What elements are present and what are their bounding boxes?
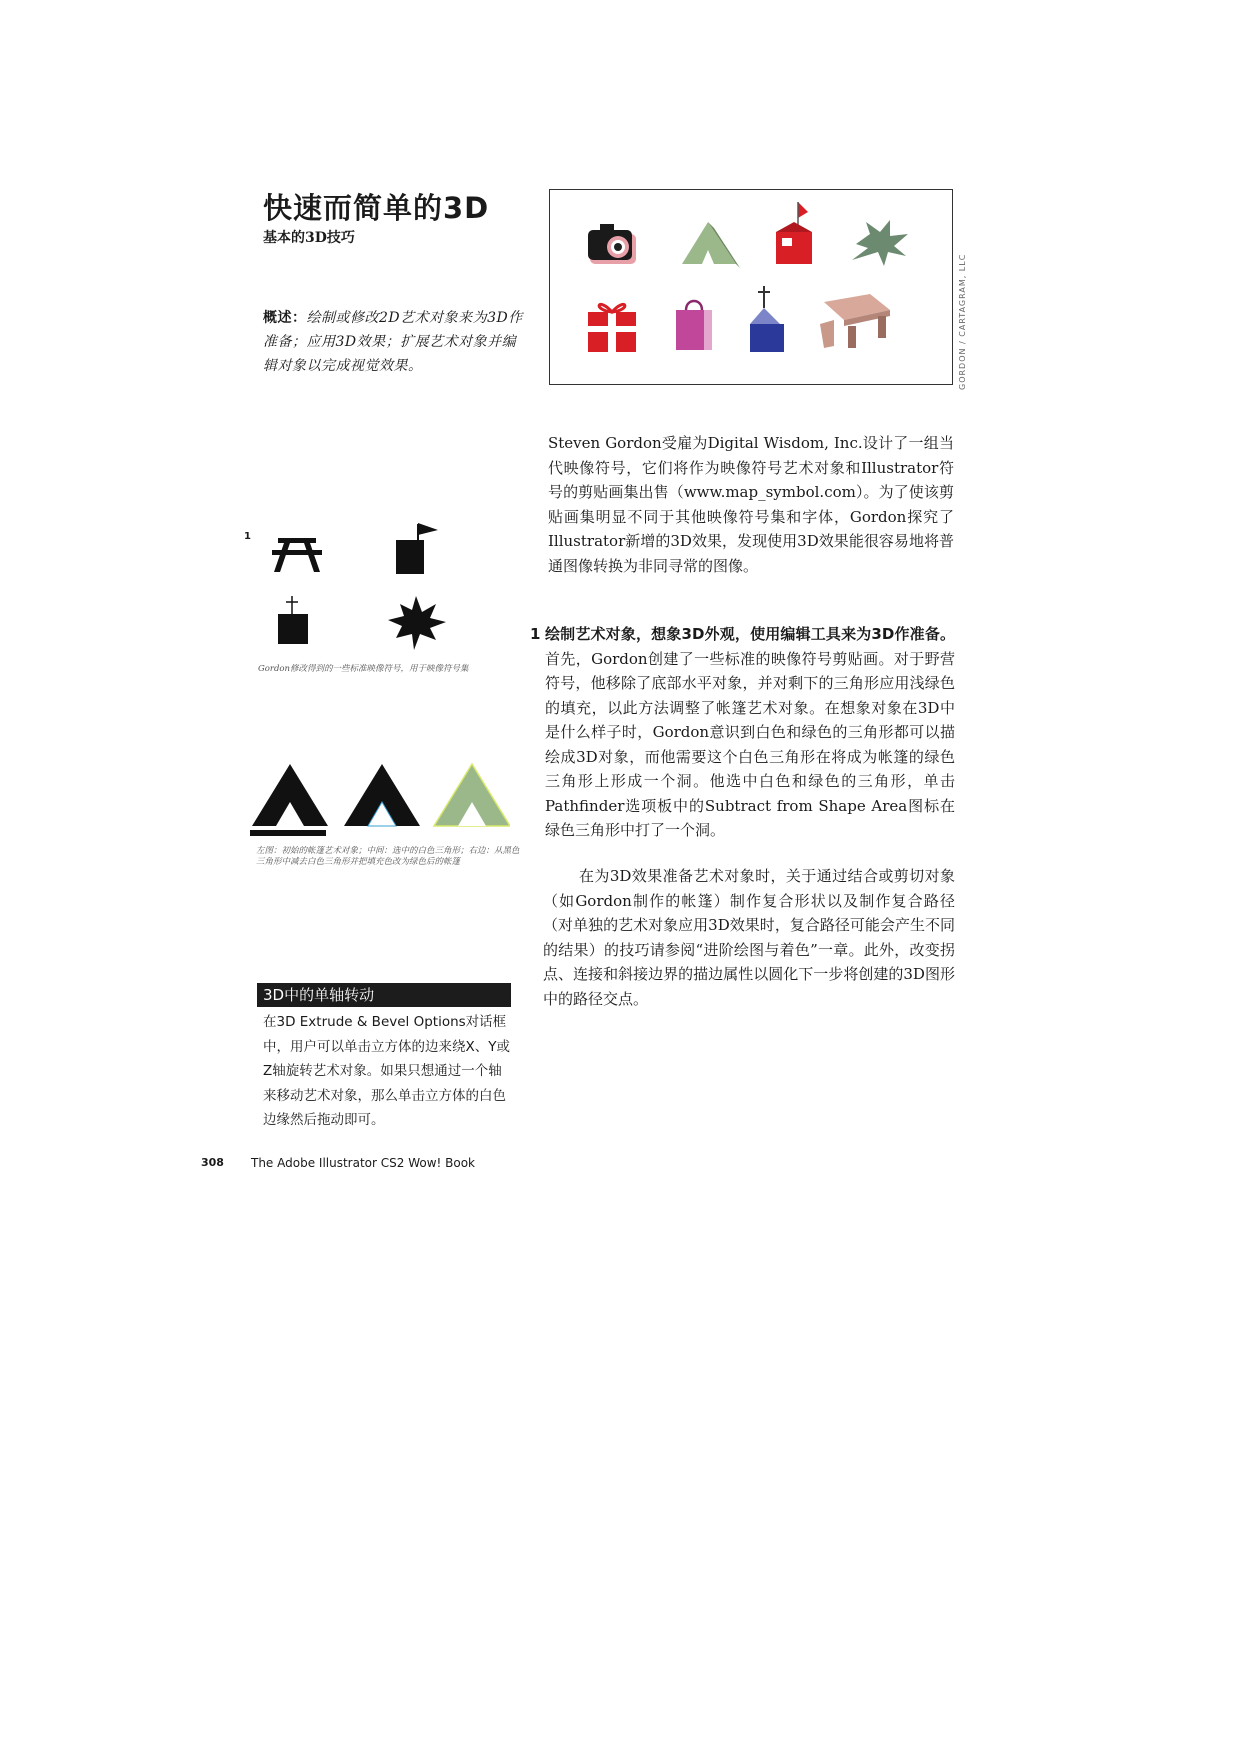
tent-green-icon [434,764,510,826]
leaf-icon [852,220,908,266]
symbol-figure-art [550,190,952,384]
figure-2-art [250,762,510,840]
church-icon [750,286,784,352]
overview-lead: 概述： [263,310,307,326]
sidebar-title: 3D中的单轴转动 [257,983,511,1007]
page-title: 快速而简单的3D [263,191,490,225]
page-subtitle: 基本的3D技巧 [263,230,355,246]
church-symbol-icon [278,596,308,644]
intro-paragraph: Steven Gordon受雇为Digital Wisdom, Inc.设计了一组当代映像符号，它们将作为映像符号艺术对象和Illustrator符号的剪贴画集出售（www.map_symbol.com）。为了使该剪贴画集明显不同于其他映像符号集和字体，Gordon探究了Illustrator新增的3D效果，发现使用3D效果能很容易地将普通图像转换为非同寻常的图像。 [548,434,954,575]
leaf-symbol-icon [388,596,446,650]
mailbox-symbol-icon [396,523,438,574]
tent-icon [682,222,740,268]
tent-original-icon [250,764,328,836]
picnic-table-symbol-icon [272,538,322,572]
step-1-body: 首先，Gordon创建了一些标准的映像符号剪贴画。对于野营符号，他移除了底部水平对象，并对剩下的三角形应用浅绿色的填充，以此方法调整了帐篷艺术对象。在想象对象在3D中是什么样子时，Gordon意识到白色和绿色的三角形都可以描绘成3D对象，而他需要这个白色三角形在将成为帐篷的绿色三角形上形成一个洞。他选中白色和绿色的三角形，单击Pathfinder选项板中的Subtract from Shape Area图标在绿色三角形中打了一个洞。 [545,649,955,839]
figure-1-number: 1 [244,531,251,542]
photo-credit: GORDON / CARTAGRAM, LLC [958,253,967,390]
shopping-bag-icon [676,301,712,350]
tent-selected-icon [344,764,420,826]
figure-2-caption: 左图：初始的帐篷艺术对象；中间：选中的白色三角形；右边：从黑色三角形中减去白色三角形并把填充色改为绿色后的帐篷 [256,846,520,867]
book-title: The Adobe Illustrator CS2 Wow! Book [251,1156,476,1170]
step-1-lead: 绘制艺术对象，想象3D外观，使用编辑工具来为3D作准备。 [545,625,955,643]
symbol-figure [549,189,953,385]
overview-text [263,306,525,378]
page-number: 308 [201,1156,224,1169]
camera-icon [588,224,636,264]
figure-1-caption: Gordon修改得到的一些标准映像符号，用于映像符号集 [258,664,469,674]
sidebar-body: 在3D Extrude & Bevel Options对话框中，用户可以单击立方体的边来绕X、Y或Z轴旋转艺术对象。如果只想通过一个轴来移动艺术对象，那么单击立方体的白色边缘然后拖动即可。 [263,1014,510,1128]
mailbox-icon [776,202,812,264]
step-1-text [545,622,955,843]
compound-tips-paragraph: 在为3D效果准备艺术对象时，关于通过结合或剪切对象（如Gordon制作的帐篷）制作复合形状以及制作复合路径（对单独的艺术对象应用3D效果时，复合路径可能会产生不同的结果）的技巧请参阅“进阶绘图与着色”一章。此外，改变拐点、连接和斜接边界的描边属性以圆化下一步将创建的3D图形中的路径交点。 [543,867,955,1008]
gift-icon [588,304,636,352]
picnic-table-icon [820,294,890,348]
step-1-number: 1 [530,625,541,643]
figure-1-art [250,520,450,660]
overview-body: 绘制或修改2D艺术对象来为3D作准备；应用3D效果；扩展艺术对象并编辑对象以完成视觉效果。 [263,310,523,374]
